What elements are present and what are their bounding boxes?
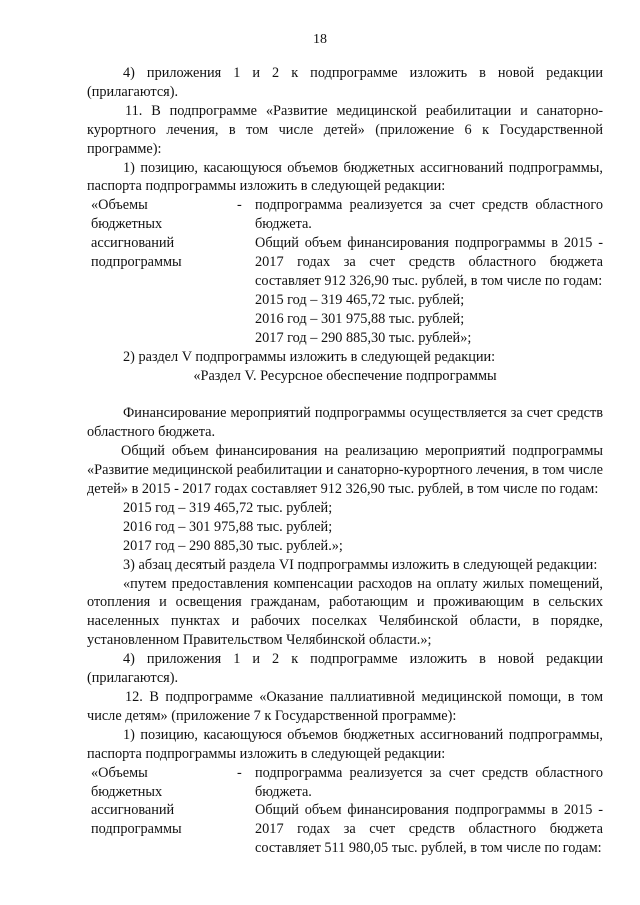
section-v-title: «Раздел V. Ресурсное обеспечение подпрограммы — [193, 367, 497, 384]
document-body — [87, 64, 603, 858]
paragraph-item-2-section-v: 2) раздел V подпрограммы изложить в следующей редакции: — [123, 348, 496, 365]
year-line: 2015 год – 319 465,72 тыс. рублей; — [255, 291, 465, 308]
paragraph-section-12-heading: 12. В подпрограмме «Оказание паллиативной медицинской помощи, в том числе детям» (приложение 7 к Государственной программе): — [87, 689, 603, 724]
funding-text-1: подпрограмма реализуется за счет средств областного бюджета. Общий объем финансирования подпрограммы в 2015 - 2017 годах за счет средств областного бюджета составляет 912 326,90 тыс. рублей, в том числе по годам: 2015 год – 319 465,72 тыс. рублей; 2016 год – 301 975,88 тыс. рублей; 2017 год – 290 885,30 тыс. рублей»; — [255, 197, 603, 346]
funding-label-1: «Объемы бюджетных ассигнований подпрограммы — [91, 197, 182, 271]
funding-label-2: «Объемы бюджетных ассигнований подпрограммы — [91, 764, 182, 838]
year-line: 2016 год – 301 975,88 тыс. рублей; — [255, 310, 465, 327]
year-line: 2016 год – 301 975,88 тыс. рублей; — [123, 518, 333, 535]
year-line: 2017 год – 290 885,30 тыс. рублей.»; — [123, 537, 343, 554]
funding-dash-2: - — [237, 764, 242, 781]
paragraph-compensation-quote: «путем предоставления компенсации расходов на оплату жилых помещений, отопления и освещения гражданам, работающим и проживающим в сельских населенных пунктах и рабочих поселках Челябинской области, в порядке, установленном Правительством Челябинской области.»; — [87, 575, 603, 649]
paragraph-item-4-appendices: 4) приложения 1 и 2 к подпрограмме изложить в новой редакции (прилагаются). — [87, 65, 603, 100]
paragraph-item-3-section-vi: 3) абзац десятый раздела VI подпрограммы изложить в следующей редакции: — [123, 556, 598, 573]
paragraph-financing: Финансирование мероприятий подпрограммы осуществляется за счет средств областного бюджета. — [87, 405, 603, 441]
funding-dash-1: - — [237, 197, 242, 214]
paragraph-section-11-heading: 11. В подпрограмме «Развитие медицинской реабилитации и санаторно-курортного лечения, в том числе детей» (приложение 6 к Государственной программе): — [87, 102, 603, 157]
funding-block-1 — [87, 196, 603, 347]
paragraph-item-4-appendices-2: 4) приложения 1 и 2 к подпрограмме изложить в новой редакции (прилагаются). — [87, 651, 603, 687]
year-line: 2017 год – 290 885,30 тыс. рублей»; — [255, 329, 472, 346]
year-line: 2015 год – 319 465,72 тыс. рублей; — [123, 499, 333, 516]
paragraph-item-1-position: 1) позицию, касающуюся объемов бюджетных ассигнований подпрограммы, паспорта подпрограммы изложить в следующей редакции: — [87, 159, 603, 195]
funding-block-2 — [87, 764, 603, 859]
year-list-2 — [87, 499, 603, 556]
page-number: 18 — [313, 32, 327, 47]
funding-text-2: подпрограмма реализуется за счет средств областного бюджета. Общий объем финансирования подпрограммы в 2015 - 2017 годах за счет средств областного бюджета составляет 511 980,05 тыс. рублей, в том числе по годам: — [255, 764, 603, 857]
paragraph-total-volume: Общий объем финансирования на реализацию мероприятий подпрограммы «Развитие медицинской реабилитации и санаторно-курортного лечения, в том числе детей» в 2015 - 2017 годах составляет 912 326,90 тыс. рублей, в том числе по годам: — [87, 443, 603, 498]
paragraph-item-1-position-2: 1) позицию, касающуюся объемов бюджетных ассигнований подпрограммы, паспорта подпрограммы изложить в следующей редакции: — [87, 726, 603, 762]
